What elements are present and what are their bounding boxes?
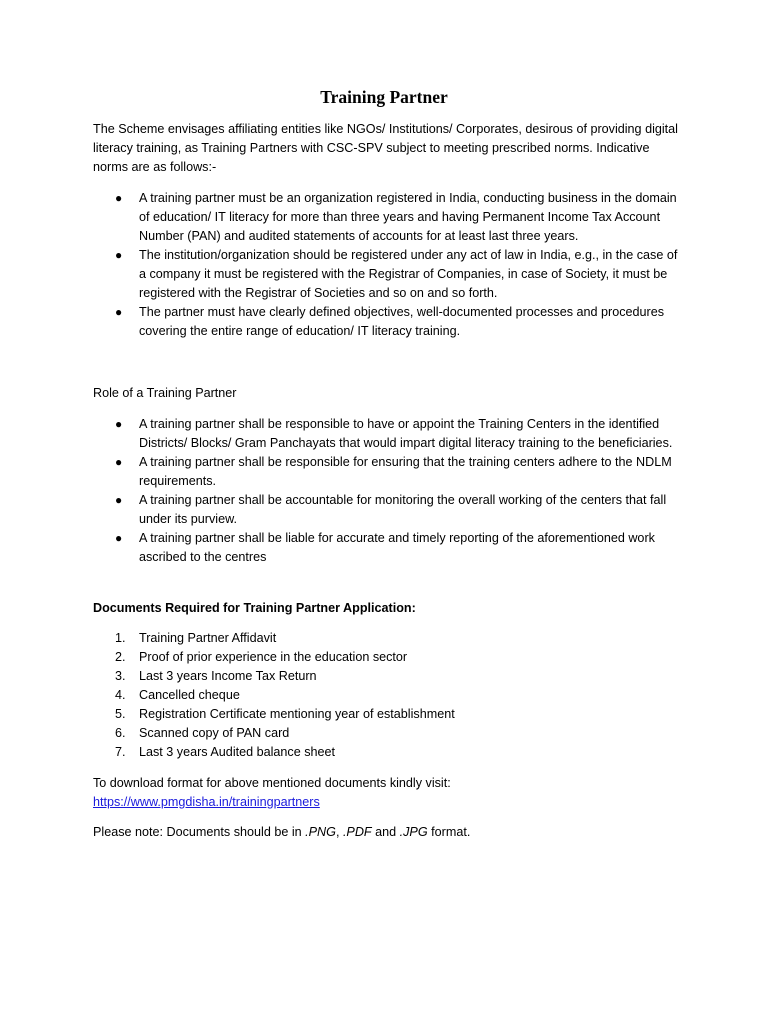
bullet-icon: ● [115,493,123,507]
bullet-icon: ● [115,248,123,262]
documents-list [93,629,683,762]
list-item [93,453,683,491]
list-item [93,724,683,743]
documents-heading: Documents Required for Training Partner Application: [93,601,416,615]
role-text: A training partner shall be accountable for monitoring the overall working of the centers that fall under its purview. [139,493,667,526]
bullet-icon: ● [115,531,123,545]
norms-list [93,189,683,341]
document-item-text: Cancelled cheque [139,688,240,702]
list-item [93,491,683,529]
list-item [93,529,683,567]
list-item [93,303,683,341]
note-sep2: and [371,825,400,839]
role-text: A training partner shall be liable for accurate and timely reporting of the aforementioned work ascribed to the centres [139,531,655,564]
bullet-icon: ● [115,455,123,469]
list-item [93,629,683,648]
bullet-icon: ● [115,417,123,431]
format-pdf: .PDF [342,825,372,839]
list-item [93,415,683,453]
list-item [93,743,683,762]
list-item [93,705,683,724]
norm-text: The institution/organization should be registered under any act of law in India, e.g., in the case of a company it must be registered with the Registrar of Companies, in case of Society, it must be registered with the Registrar of Societies and so on and so forth. [139,248,678,300]
roles-list [93,415,683,567]
norm-text: A training partner must be an organization registered in India, conducting business in the domain of education/ IT literacy for more than three years and having Permanent Income Tax Account Number (PAN) and audited statements of accounts for at least last three years. [139,191,677,243]
note-suffix: format. [427,825,471,839]
list-number: 7. [115,745,126,759]
list-item [93,189,683,246]
document-item-text: Training Partner Affidavit [139,631,277,645]
list-item [93,667,683,686]
note-sep1: , [335,825,343,839]
list-item [93,648,683,667]
page-title: Training Partner [320,87,448,107]
format-note [93,823,683,842]
download-link-row [93,793,683,812]
norm-text: The partner must have clearly defined objectives, well-documented processes and procedures covering the entire range of education/ IT literacy training. [139,305,665,338]
list-item [93,246,683,303]
note-prefix: Please note: Documents should be in [93,825,306,839]
document-item-text: Scanned copy of PAN card [139,726,290,740]
list-number: 3. [115,669,126,683]
document-item-text: Last 3 years Income Tax Return [139,669,317,683]
bullet-icon: ● [115,305,123,319]
bullet-icon: ● [115,191,123,205]
document-item-text: Proof of prior experience in the education sector [139,650,408,664]
format-png: .PNG [305,825,336,839]
list-number: 2. [115,650,126,664]
format-jpg: .JPG [399,825,428,839]
role-text: A training partner shall be responsible to have or appoint the Training Centers in the identified Districts/ Blocks/ Gram Panchayats that would impart digital literacy training to the beneficiaries. [139,417,673,450]
role-heading: Role of a Training Partner [93,386,237,400]
list-number: 1. [115,631,126,645]
list-number: 6. [115,726,126,740]
download-text: To download format for above mentioned documents kindly visit: [93,776,451,790]
role-text: A training partner shall be responsible for ensuring that the training centers adhere to the NDLM requirements. [139,455,672,488]
document-item-text: Registration Certificate mentioning year of establishment [139,707,455,721]
list-number: 4. [115,688,126,702]
list-number: 5. [115,707,126,721]
download-link[interactable]: https://www.pmgdisha.in/trainingpartners [93,795,320,809]
intro-paragraph: The Scheme envisages affiliating entities like NGOs/ Institutions/ Corporates, desirous of providing digital literacy training, as Training Partners with CSC-SPV subject to meeting prescribed norms. Indicative norms are as follows:- [93,122,678,174]
document-item-text: Last 3 years Audited balance sheet [139,745,336,759]
list-item [93,686,683,705]
